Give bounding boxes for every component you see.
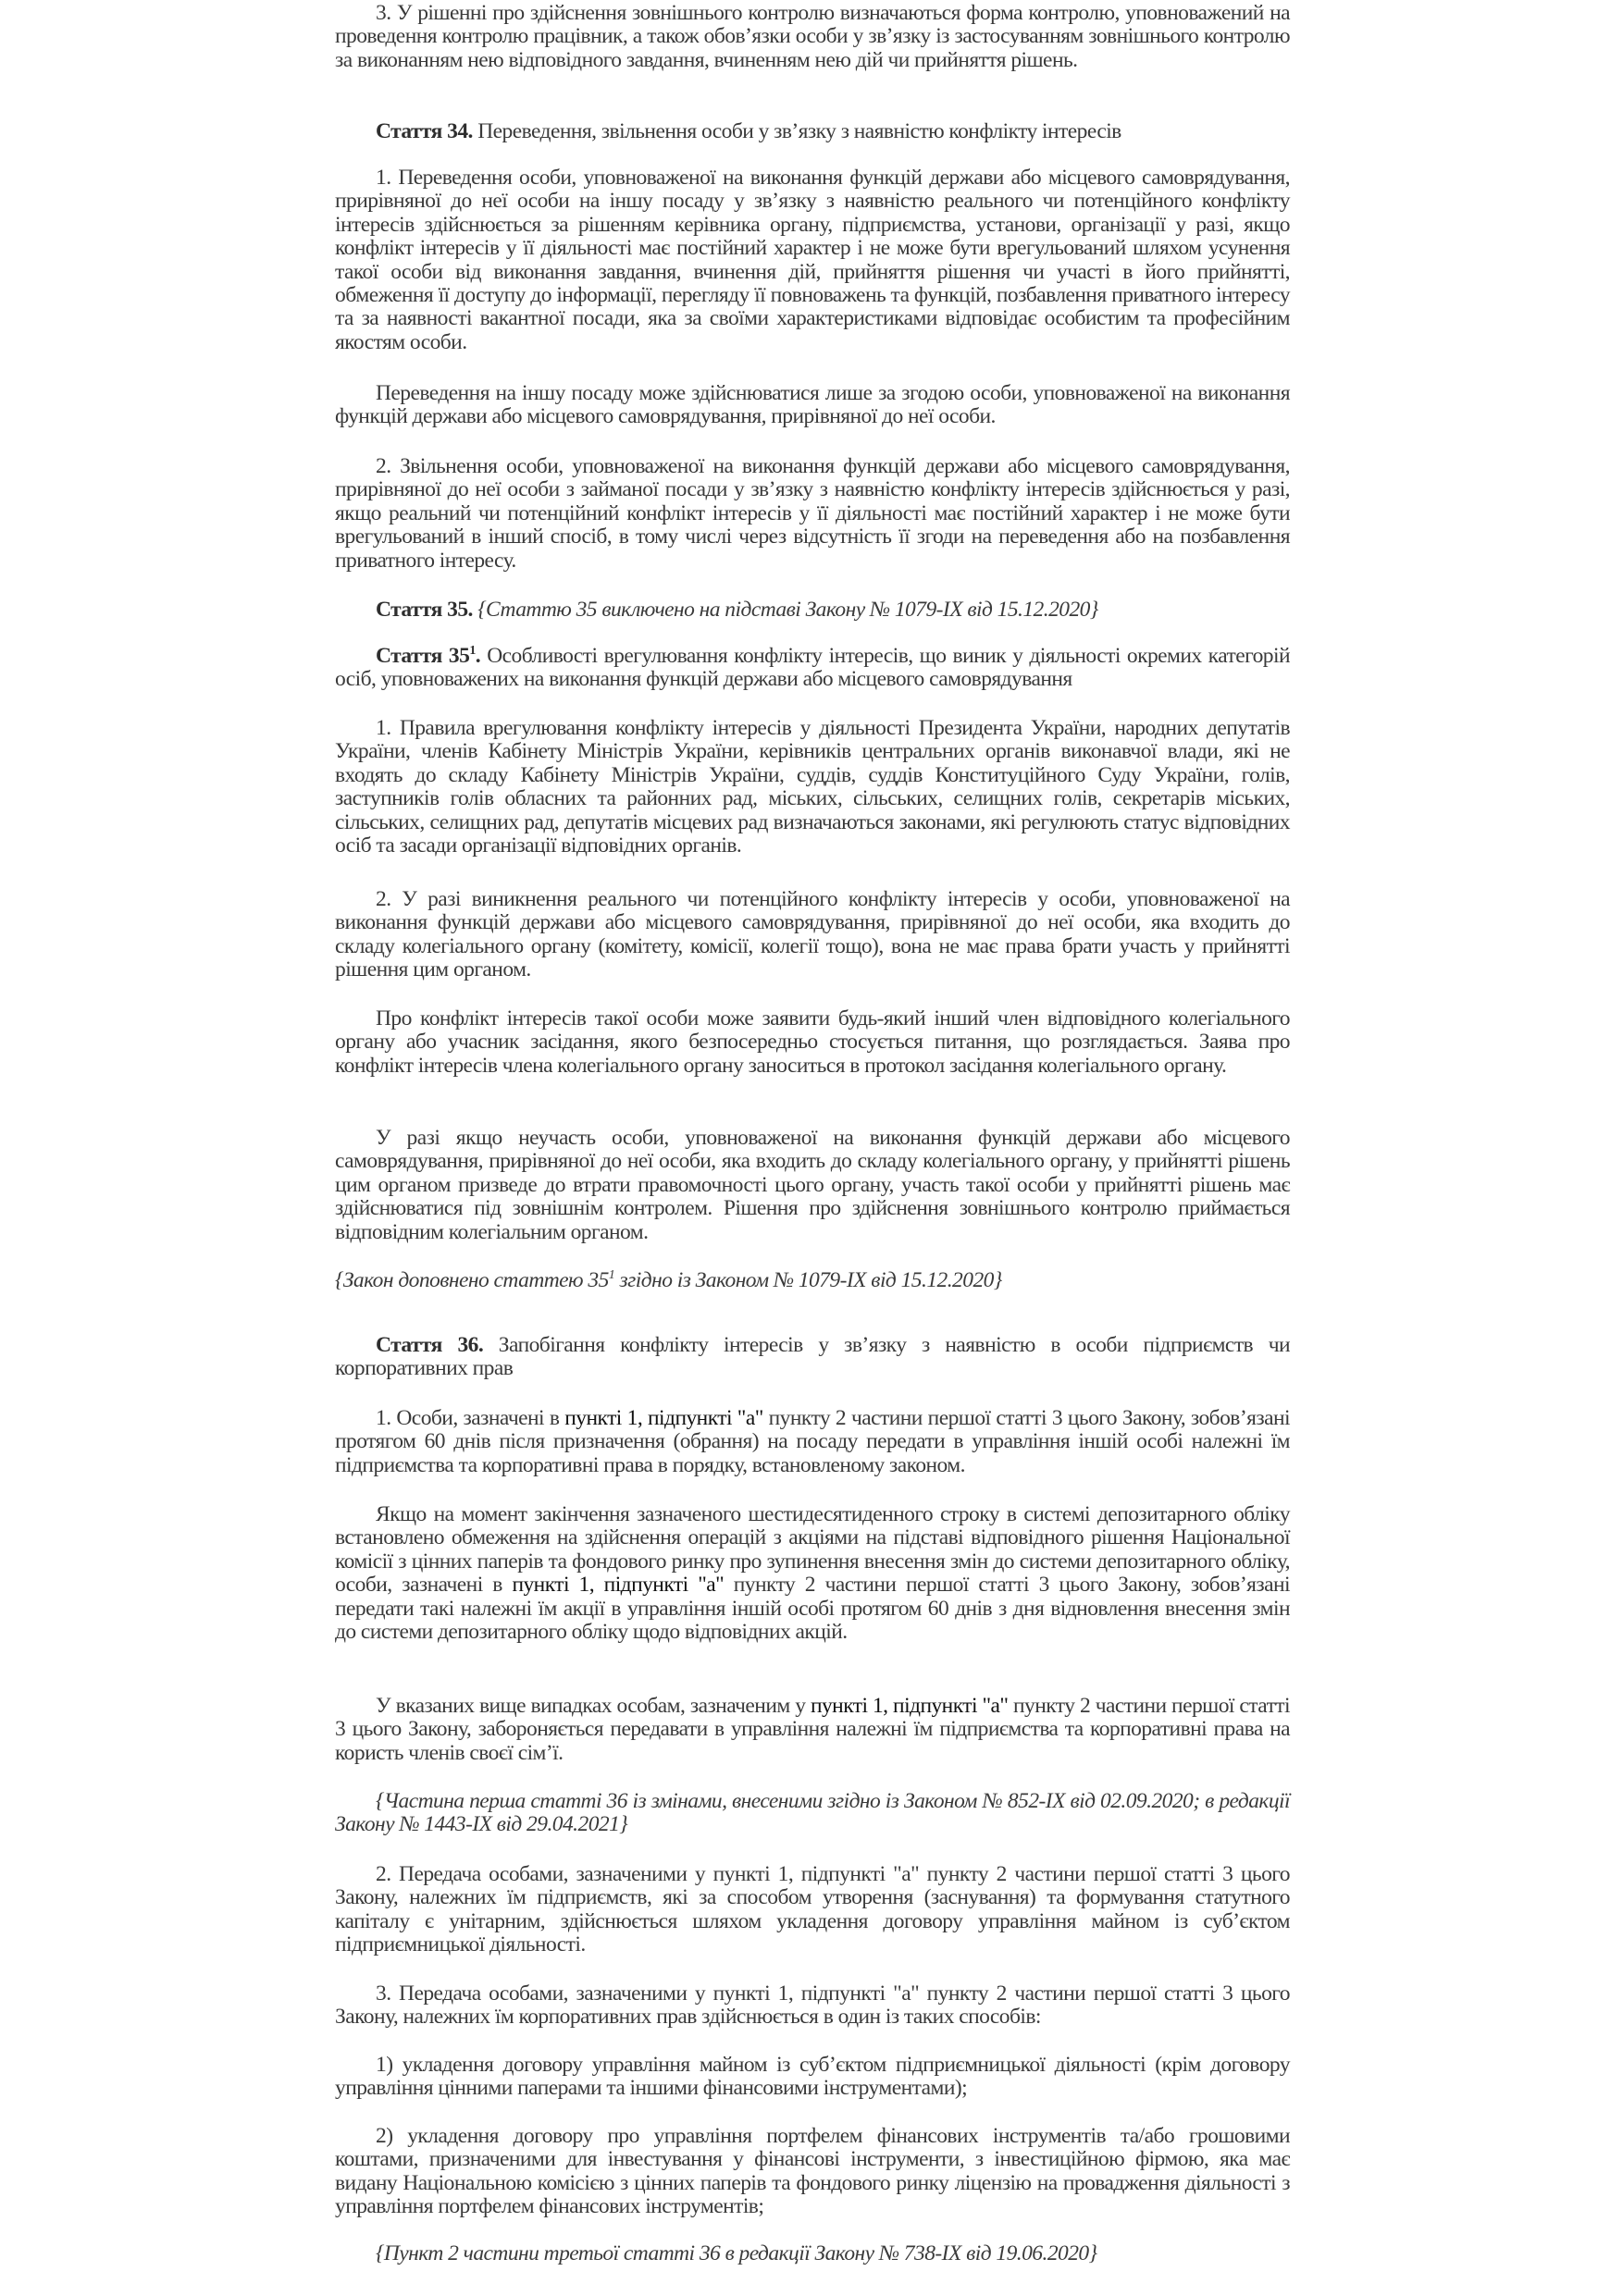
article-title: Переведення, звільнення особи у зв’язку з наявністю конфлікту інтересів [472, 119, 1121, 143]
article-34-heading [335, 120, 1290, 143]
paragraph-art36-part3: 3. Передача особами, зазначеними у пункті 1, підпункті "а" пункту 2 частини першої статті 3 цього Закону, належних їм корпоративних прав здійснюється в один із таких способів: [335, 1981, 1290, 2030]
article-label: Стаття 35. [376, 598, 473, 622]
paragraph-art35-1-declaration: Про конфлікт інтересів такої особи може заявити будь-який інший член відповідного колегіального органу або учасник засідання, якого безпосередньо стосується питання, що розглядається. Заява про конфлікт інтересів члена колегіального органу заноситься в протокол засідання колегіального органу. [335, 1006, 1290, 1078]
article-36-heading [335, 1334, 1290, 1381]
paragraph-art34-transfer-consent: Переведення на іншу посаду може здійснюватися лише за згодою особи, уповноваженої на виконання функцій держави або місцевого самоврядування, прирівняної до неї особи. [335, 381, 1290, 429]
paragraph-art36-depository: Якщо на момент закінчення зазначеного шестидесятиденного строку в системі депозитарного обліку встановлено обмеження на здійснення операцій з акціями на підставі відповідного рішення Національної комісії з цінних паперів та фондового ринку про зупинення внесення змін до системи депозитарного обліку, особи, зазначені в пункті 1, підпункті "а" пункту 2 частини першої статті 3 цього Закону, зобов’язані передати такі належні їм акції в управління іншій особі протягом 60 днів з дня відновлення внесення змін до системи депозитарного обліку щодо відповідних акцій. [335, 1502, 1290, 1645]
article-label: Стаття 36. [376, 1333, 484, 1357]
paragraph-art35-1-part2: 2. У разі виникнення реального чи потенційного конфлікту інтересів у особи, уповноваженої на виконання функцій держави або місцевого самоврядування, прирівняної до неї особи, яка входить до складу колегіального органу (комітету, комісії, колегії тощо), вона не має права брати участь у прийнятті рішення цим органом. [335, 887, 1290, 982]
editorial-note: {Статтю 35 виключено на підставі Закону № 1079-IX від 15.12.2020} [477, 598, 1098, 622]
paragraph-art34-part2: 2. Звільнення особи, уповноваженої на виконання функцій держави або місцевого самоврядування, прирівняної до неї особи з займаної посади у зв’язку з наявністю конфлікту інтересів здійснюється у разі, якщо реальний чи потенційний конфлікт інтересів у її діяльності має постійний характер і не може бути врегульований в інший спосіб, в тому числі через відсутність її згоди на переведення або на позбавлення приватного інтересу. [335, 454, 1290, 573]
editorial-note-art36-part3: {Пункт 2 частини третьої статті 36 в редакції Закону № 738-IX від 19.06.2020} [376, 2241, 1097, 2265]
paragraph-art36-part2: 2. Передача особами, зазначеними у пункті 1, підпункті "а" пункту 2 частини першої статті 3 цього Закону, належних їм підприємств, які за способом утворення (заснування) та формування статутного капіталу є унітарним, здійснюється шляхом укладення договору управління майном із суб’єктом підприємницької діяльності. [335, 1862, 1290, 1957]
article-label: Стаття 34. [376, 119, 473, 143]
article-35-heading [335, 599, 1290, 622]
law-reference-link[interactable]: пункті 1, підпункті "а" [810, 1694, 1009, 1718]
paragraph-art36-family-ban: У вказаних вище випадках особам, зазначеним у пункті 1, підпункті "а" пункту 2 частини першої статті 3 цього Закону, забороняється передавати в управління належні їм підприємства та корпоративні права на користь членів своєї сім’ї. [335, 1694, 1290, 1765]
paragraph-art34-part1: 1. Переведення особи, уповноваженої на виконання функцій держави або місцевого самоврядування, прирівняної до неї особи на іншу посаду у зв’язку з наявністю реального чи потенційного конфлікту інтересів здійснюється за рішенням керівника органу, підприємства, установи, організації у разі, якщо конфлікт інтересів у її діяльності має постійний характер і не може бути врегульований шляхом усунення такої особи від виконання завдання, вчинення дій, прийняття рішення чи участі в його прийнятті, обмеження її доступу до інформації, перегляду її повноважень та функцій, позбавлення приватного інтересу та за наявності вакантної посади, яка за своїми характеристиками відповідає особистим та професійним якостям особи. [335, 166, 1290, 354]
article-title: Запобігання конфлікту інтересів у зв’язку з наявністю в особи підприємств чи корпоративних прав [335, 1333, 1290, 1381]
paragraph-art33-part3: 3. У рішенні про здійснення зовнішнього контролю визначаються форма контролю, уповноважений на проведення контролю працівник, а також обов’язки особи у зв’язку із застосуванням зовнішнього контролю за виконанням нею відповідного завдання, вчиненням нею дій чи прийняття рішень. [335, 1, 1290, 72]
paragraph-art35-1-part1: 1. Правила врегулювання конфлікту інтересів у діяльності Президента України, народних депутатів України, членів Кабінету Міністрів України, керівників центральних органів виконавчої влади, які не входять до складу Кабінету Міністрів України, суддів, суддів Конституційного Суду України, голів, заступників голів обласних та районних рад, міських, сільських, селищних голів, секретарів міських, сільських, селищних рад, депутатів місцевих рад визначаються законами, які регулюють статус відповідних осіб та засади організації відповідних органів. [335, 716, 1290, 858]
law-reference-link[interactable]: пункті 1, підпункті "а" [512, 1573, 725, 1598]
paragraph-art36-part3-item2: 2) укладення договору про управління портфелем фінансових інструментів та/або грошовими коштами, призначеними для інвестування у фінансові інструменти, з інвестиційною фірмою, яка має видану Національною комісією з цінних паперів та фондового ринку ліцензію на провадження діяльності з управління портфелем фінансових інструментів; [335, 2124, 1290, 2219]
paragraph-art36-part1: 1. Особи, зазначені в пункті 1, підпункті "а" пункту 2 частини першої статті 3 цього Закону, зобов’язані протягом 60 днів після призначення (обрання) на посаду передати в управління іншій особі належні їм підприємства та корпоративні права в порядку, встановленому законом. [335, 1406, 1290, 1477]
article-35-1-heading [335, 645, 1290, 692]
article-title: Особливості врегулювання конфлікту інтересів, що виник у діяльності окремих категорій осіб, уповноважених на виконання функцій держави або місцевого самоврядування [335, 644, 1290, 692]
editorial-note-art35-1: {Закон доповнено статтею $35^1$ згідно із Законом № 1079-IX від 15.12.2020} [335, 1268, 1002, 1292]
paragraph-art36-part3-item1: 1) укладення договору управління майном із суб’єктом підприємницької діяльності (крім договору управління цінними паперами та іншими фінансовими інструментами); [335, 2053, 1290, 2101]
article-label: Стаття $35^1$. [376, 644, 481, 668]
editorial-note-art36-part1: {Частина перша статті 36 із змінами, внесеними згідно із Законом № 852-IX від 02.09.2020; в редакції Закону № 1443-IX від 29.04.2021} [335, 1789, 1290, 1837]
paragraph-art35-1-external-control: У разі якщо неучасть особи, уповноваженої на виконання функцій держави або місцевого самоврядування, прирівняної до неї особи, яка входить до складу колегіального органу, у прийнятті рішень цим органом призведе до втрати правомочності цього органу, участь такої особи у прийнятті рішень має здійснюватися під зовнішнім контролем. Рішення про здійснення зовнішнього контролю приймається відповідним колегіальним органом. [335, 1126, 1290, 1244]
law-reference-link[interactable]: пункті 1, підпункті "а" [564, 1406, 763, 1430]
